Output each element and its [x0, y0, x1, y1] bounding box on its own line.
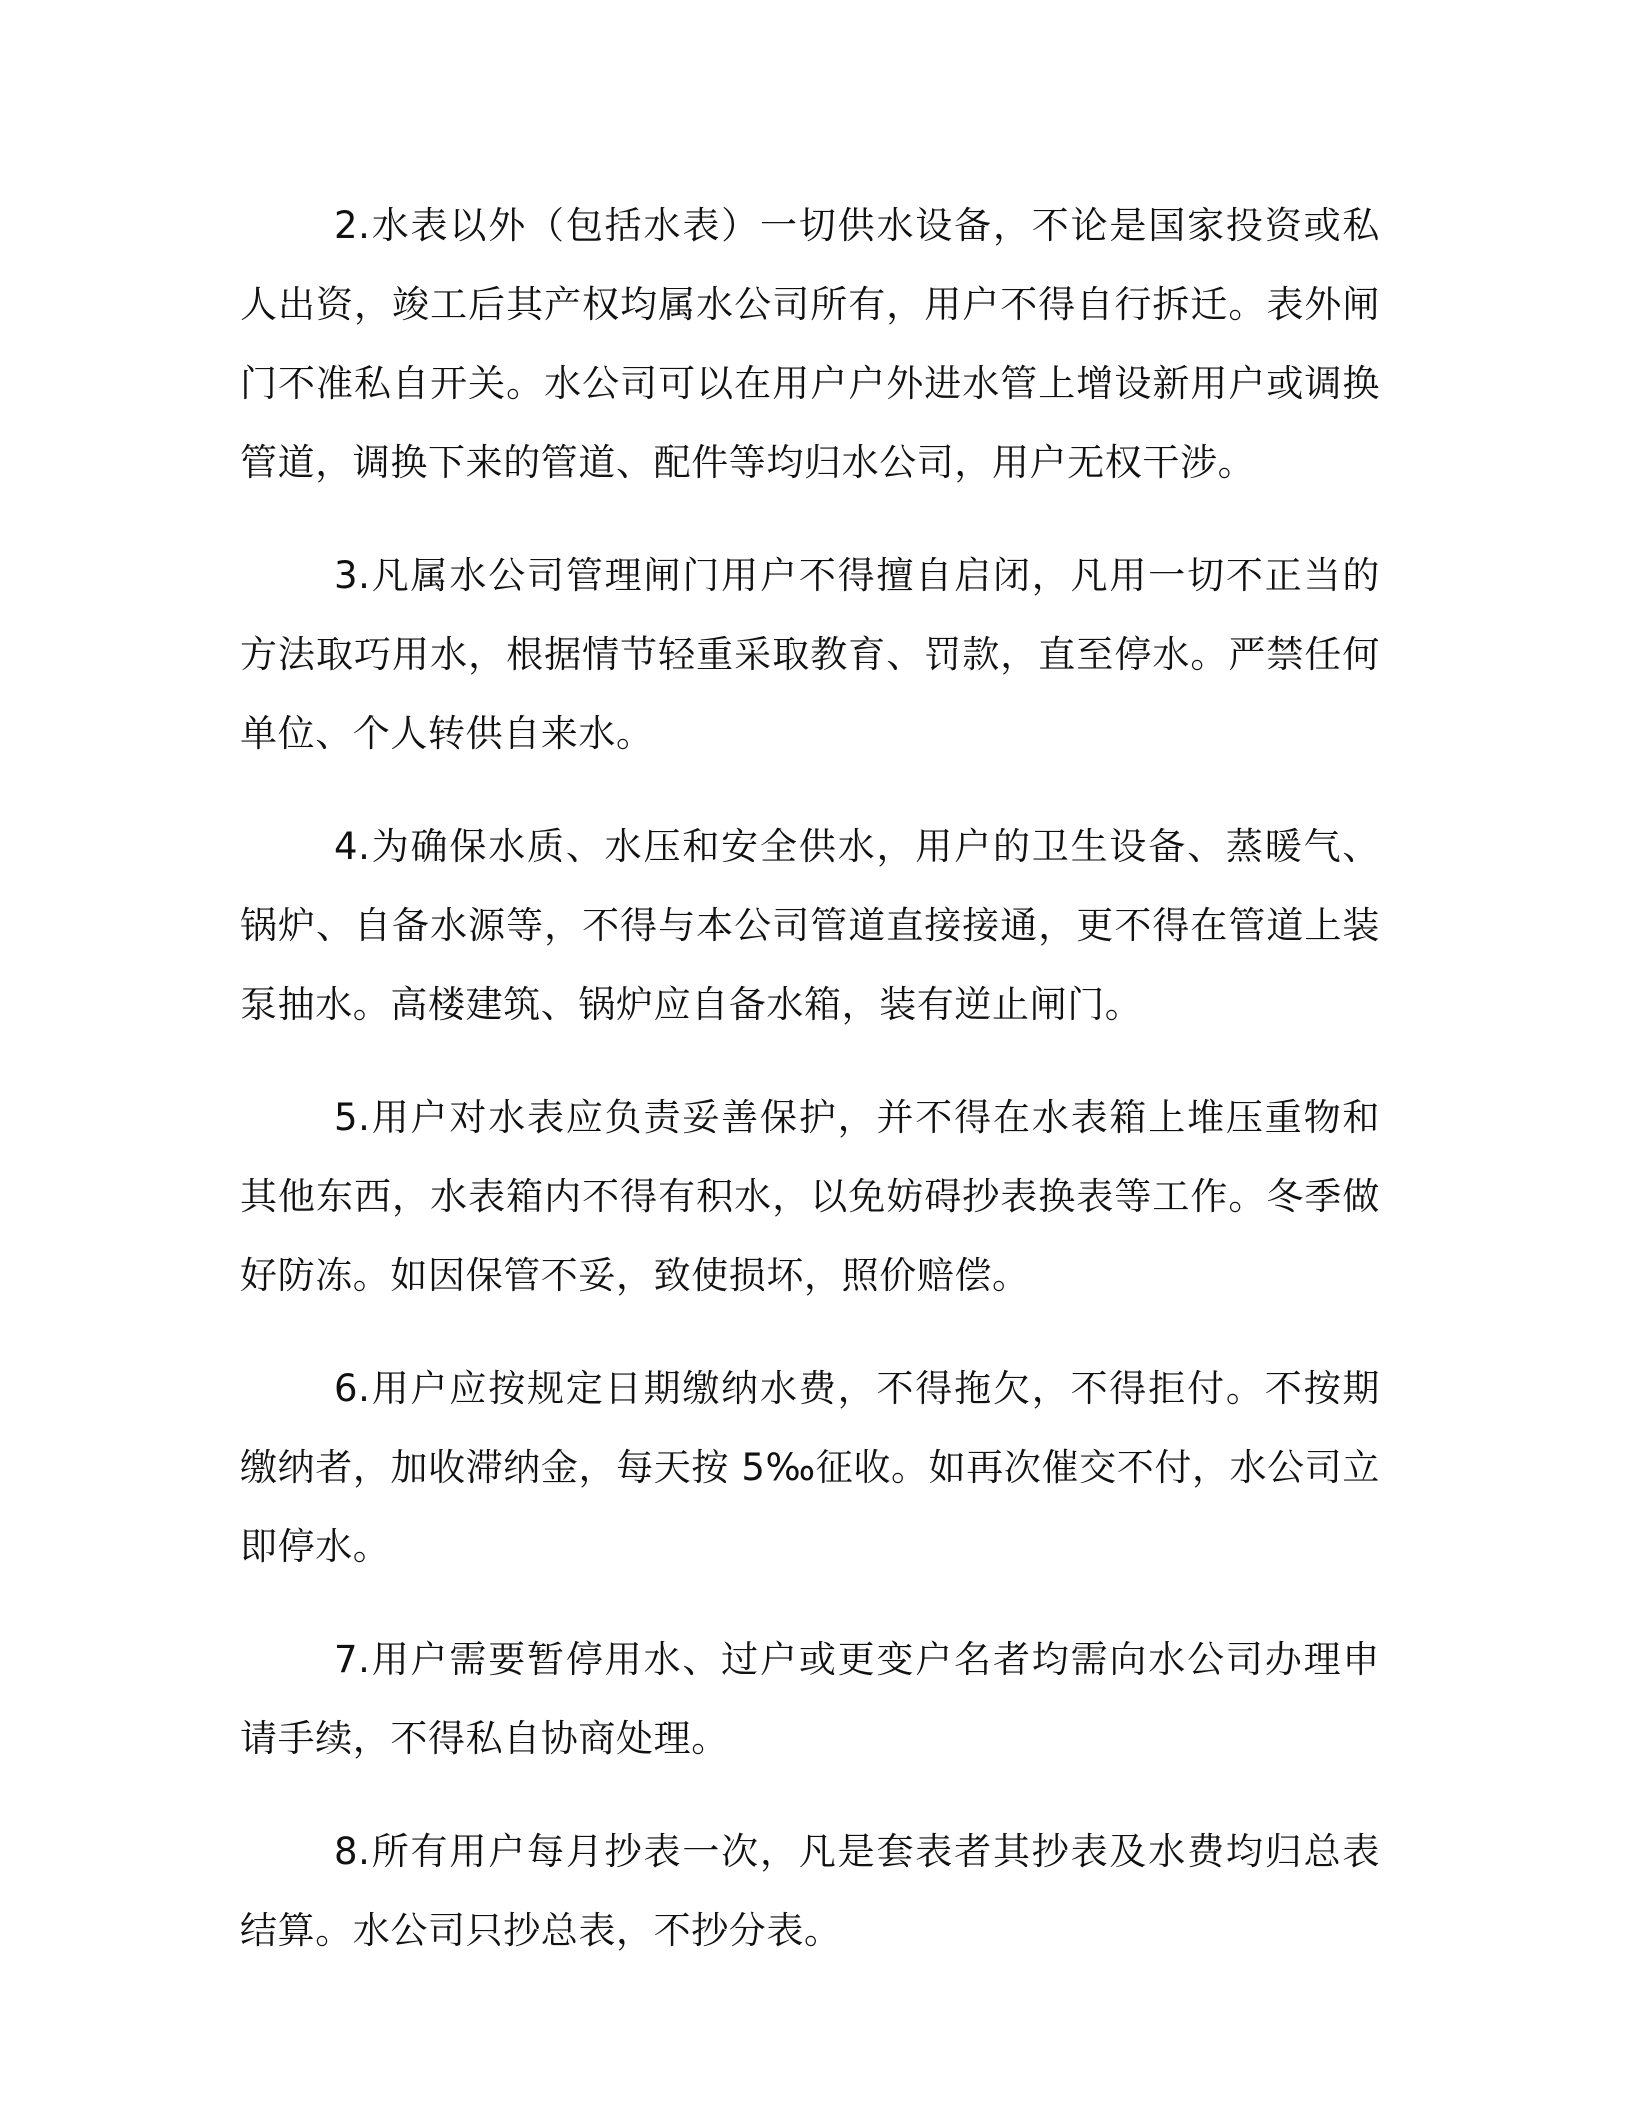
paragraph-6: 6.用户应按规定日期缴纳水费，不得拖欠，不得拒付。不按期缴纳者，加收滞纳金，每天按 5‰征收。如再次催交不付，水公司立即停水。: [240, 1367, 1380, 1568]
paragraph-4: 4.为确保水质、水压和安全供水，用户的卫生设备、蒸暖气、锅炉、自备水源等，不得与本公司管道直接接通，更不得在管道上装泵抽水。高楼建筑、锅炉应自备水箱，装有逆止闸门。: [240, 825, 1380, 1026]
paragraph-2: 2.水表以外（包括水表）一切供水设备，不论是国家投资或私人出资，竣工后其产权均属水公司所有，用户不得自行拆迁。表外闸门不准私自开关。水公司可以在用户户外进水管上增设新用户或调换管道，调换下来的管道、配件等均归水公司，用户无权干涉。: [240, 204, 1380, 484]
paragraph-3: 3.凡属水公司管理闸门用户不得擅自启闭，凡用一切不正当的方法取巧用水，根据情节轻重采取教育、罚款，直至停水。严禁任何单位、个人转供自来水。: [240, 554, 1380, 755]
paragraph-8: 8.所有用户每月抄表一次，凡是套表者其抄表及水费均归总表结算。水公司只抄总表，不抄分表。: [240, 1830, 1380, 1952]
document-body: [240, 186, 1380, 2004]
paragraph-5: 5.用户对水表应负责妥善保护，并不得在水表箱上堆压重物和其他东西，水表箱内不得有积水，以免妨碍抄表换表等工作。冬季做好防冻。如因保管不妥，致使损坏，照价赔偿。: [240, 1096, 1380, 1297]
paragraph-7: 7.用户需要暂停用水、过户或更变户名者均需向水公司办理申请手续，不得私自协商处理。: [240, 1638, 1380, 1760]
